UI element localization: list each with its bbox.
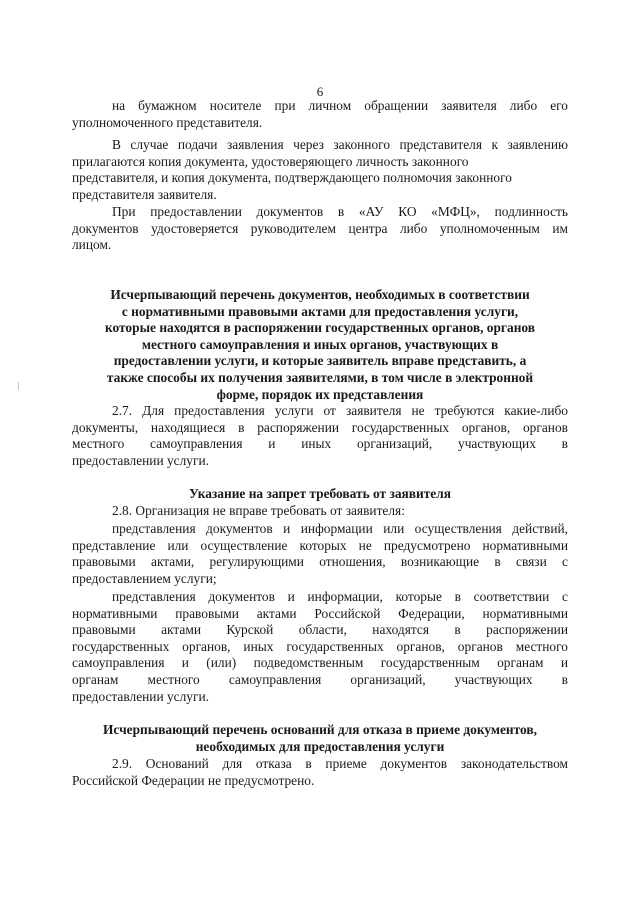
text-line: на бумажном носителе при личном обращении заявителя либо его bbox=[112, 98, 568, 113]
heading-line: необходимых для предоставления услуги bbox=[195, 738, 445, 754]
paragraph-2-8 bbox=[72, 503, 568, 520]
text-line: Российской Федерации не предусмотрено. bbox=[72, 772, 315, 788]
heading-line: Исчерпывающий перечень оснований для отказа в приеме документов, bbox=[103, 722, 537, 737]
text-line: предоставлении услуги. bbox=[72, 452, 210, 468]
text-line: При предоставлении документов в «АУ КО «МФЦ», подлинность bbox=[112, 204, 568, 219]
text-line: представления документов и информации, которые в соответствии с bbox=[112, 589, 568, 604]
text-line: местного самоуправления и иных организаций, участвующих в bbox=[72, 436, 568, 452]
text-line: нормативными правовыми актами Российской Федерации, нормативными bbox=[72, 605, 568, 621]
text-line: В случае подачи заявления через законного представителя к заявлению bbox=[112, 137, 568, 152]
text-line: лицом. bbox=[72, 237, 112, 253]
section-heading-refusal-grounds bbox=[72, 722, 568, 755]
text-line: представление или осуществление которых не предусмотрено нормативными bbox=[72, 537, 568, 553]
heading-line: с нормативными правовыми актами для предоставления услуги, bbox=[121, 303, 519, 319]
text-line: 2.8. Организация не вправе требовать от заявителя: bbox=[112, 503, 405, 518]
text-line: представителя, и копия документа, подтверждающего полномочия законного bbox=[72, 170, 512, 186]
section-heading-documents-list bbox=[72, 287, 568, 403]
text-line: представления документов и информации или осуществления действий, bbox=[112, 521, 568, 536]
intro-paragraph-2 bbox=[72, 137, 568, 203]
text-line: государственных органов, иных государственных органов, органов местного bbox=[72, 638, 568, 654]
text-line: документы, находящиеся в распоряжении государственных органов, органов bbox=[72, 419, 568, 435]
text-line: уполномоченного представителя. bbox=[72, 114, 263, 130]
heading-line: предоставлении услуги, и которые заявитель вправе представить, а bbox=[113, 353, 527, 369]
text-line: 2.9. Оснований для отказа в приеме документов законодательством bbox=[112, 756, 568, 771]
text-line: прилагаются копия документа, удостоверяющего личность законного bbox=[72, 153, 469, 169]
text-line: представителя заявителя. bbox=[72, 186, 217, 202]
heading-line: также способы их получения заявителями, в том числе в электронной bbox=[106, 369, 534, 385]
text-line: самоуправления и (или) подведомственным государственным органам и bbox=[72, 655, 568, 671]
text-line: предоставлением услуги; bbox=[72, 570, 217, 586]
heading-line: которые находятся в распоряжении государственных органов, органов bbox=[104, 320, 536, 336]
heading-line: Указание на запрет требовать от заявителя bbox=[188, 486, 451, 501]
heading-line: местного самоуправления и иных органов, участвующих в bbox=[141, 336, 499, 352]
text-line: правовыми актами, регулирующими отношения, возникающие в связи с bbox=[72, 554, 568, 570]
text-line: органам местного самоуправления организаций, участвующих в bbox=[72, 671, 568, 687]
page-number: 6 bbox=[316, 84, 324, 99]
heading-line: форме, порядок их представления bbox=[216, 386, 424, 402]
intro-paragraph-3 bbox=[72, 204, 568, 254]
heading-line: Исчерпывающий перечень документов, необходимых в соответствии bbox=[110, 287, 530, 302]
section-heading-prohibition bbox=[72, 486, 568, 503]
text-line: правовыми актами Курской области, находятся в распоряжении bbox=[72, 622, 568, 638]
text-line: документов удостоверяется руководителем центра либо уполномоченным им bbox=[72, 220, 568, 236]
paragraph-2-8-item-1 bbox=[72, 521, 568, 587]
paragraph-2-8-item-2 bbox=[72, 589, 568, 705]
paragraph-2-9 bbox=[72, 756, 568, 789]
paragraph-2-7 bbox=[72, 403, 568, 469]
text-line: предоставлении услуги. bbox=[72, 688, 210, 704]
text-line: 2.7. Для предоставления услуги от заявителя не требуются какие-либо bbox=[112, 403, 568, 418]
scan-mark bbox=[18, 382, 19, 390]
intro-paragraph-1 bbox=[72, 98, 568, 131]
